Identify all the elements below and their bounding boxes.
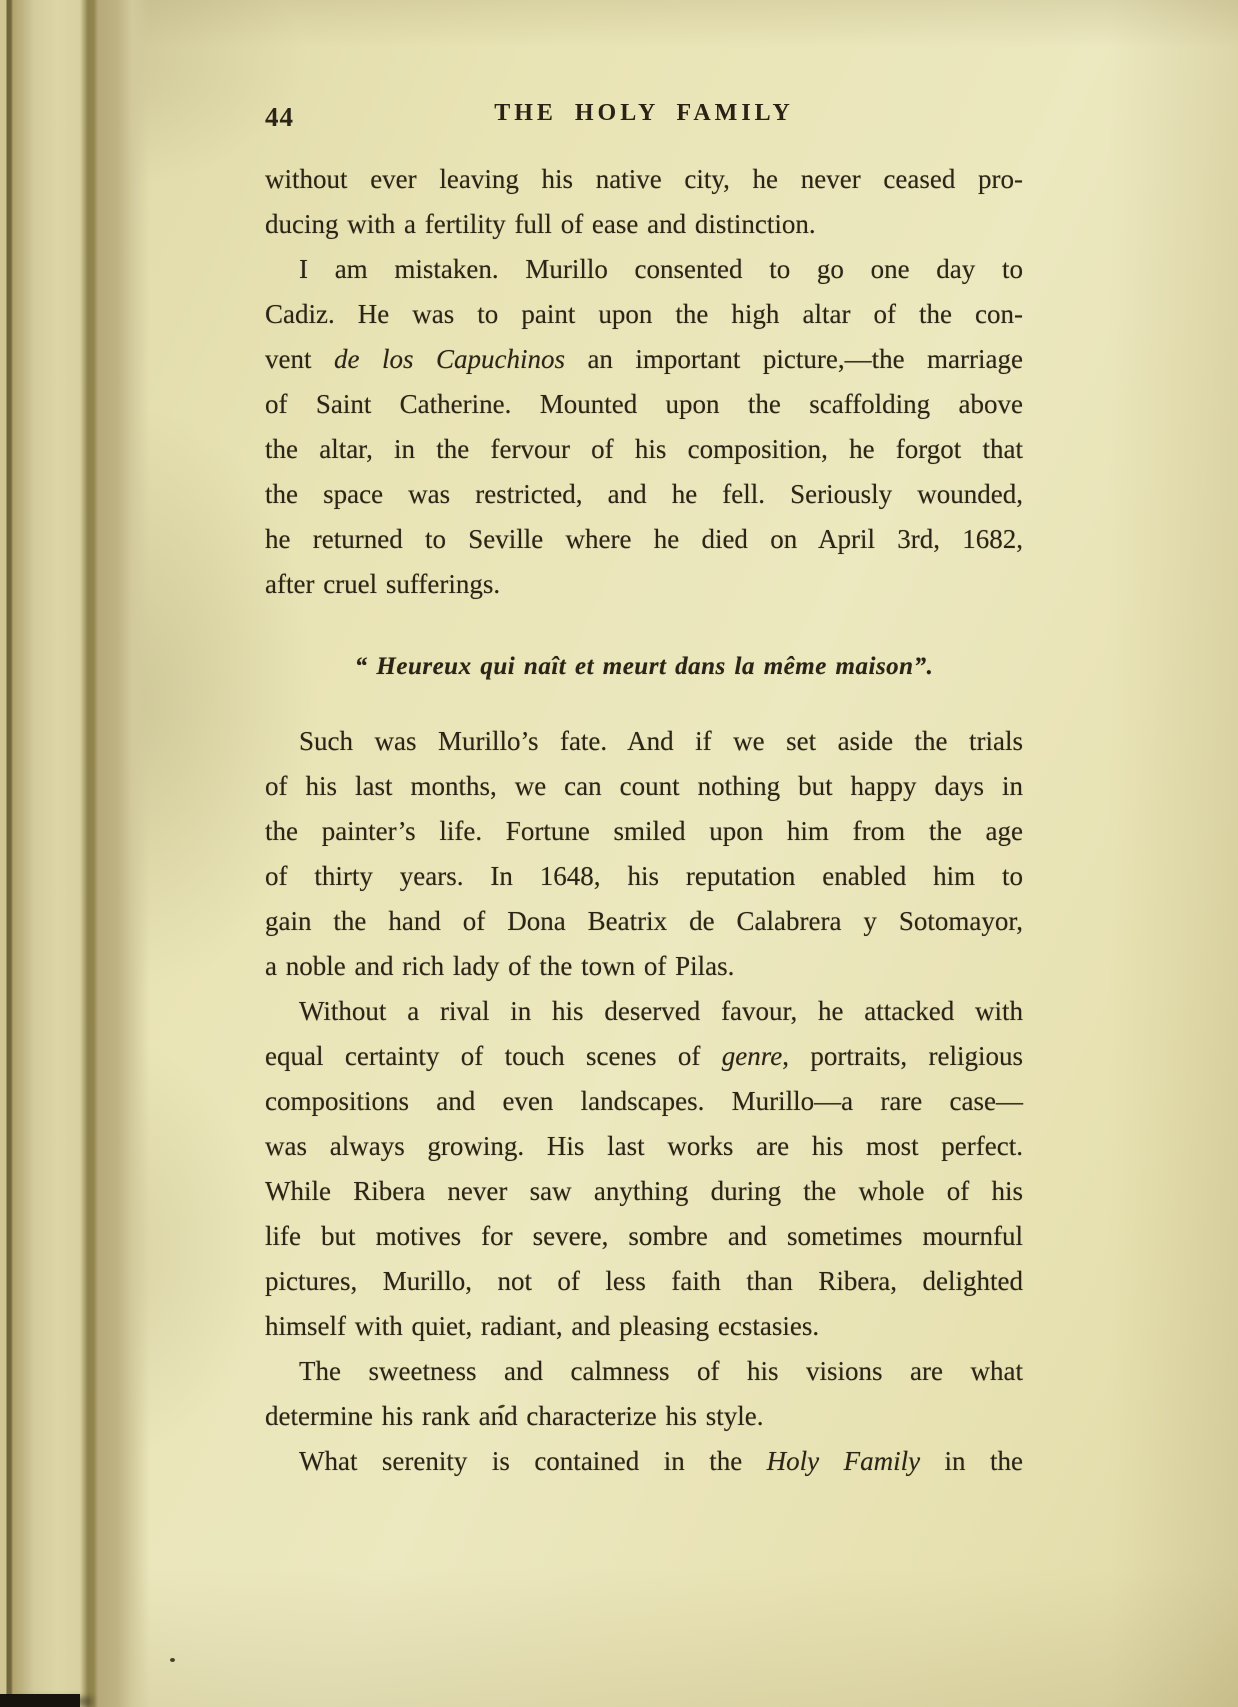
french-quote: “ Heureux qui naît et meurt dans la même maison”. xyxy=(354,653,934,680)
body-text: the space was restricted, and he fell. Seriously wounded, xyxy=(265,479,1023,509)
body-text: was always growing. His last works are his most perfect. xyxy=(265,1131,1023,1161)
body-text: vent xyxy=(265,344,334,374)
body-text: in the xyxy=(920,1446,1024,1476)
body-text: without ever leaving his native city, he never ceased pro- xyxy=(265,164,1023,194)
body-text: a noble and rich lady of the town of Pilas. xyxy=(265,951,735,981)
page-header xyxy=(265,100,1023,134)
text-line xyxy=(265,809,1023,854)
italic-text: Holy Family xyxy=(766,1446,921,1476)
body-text: determine his rank and characterize his style. xyxy=(265,1401,764,1431)
body-text: pictures, Murillo, not of less faith than Ribera, delighted xyxy=(265,1266,1023,1296)
book-edge-shadow xyxy=(0,1694,80,1707)
paper-speck xyxy=(170,1658,175,1662)
body-text: ducing with a fertility full of ease and distinction. xyxy=(265,209,816,239)
body-text: of his last months, we can count nothing but happy days in xyxy=(265,771,1023,801)
body-text: While Ribera never saw anything during the whole of his xyxy=(265,1176,1023,1206)
page-number: 44 xyxy=(265,102,294,132)
body-text: the altar, in the fervour of his composition, he forgot that xyxy=(265,434,1023,464)
text-line xyxy=(265,854,1023,899)
text-line xyxy=(265,764,1023,809)
text-line xyxy=(265,1169,1023,1214)
text-body xyxy=(265,157,1023,1484)
text-line xyxy=(265,1214,1023,1259)
body-text: he returned to Seville where he died on April 3rd, 1682, xyxy=(265,524,1023,554)
text-line xyxy=(265,1079,1023,1124)
text-line xyxy=(265,427,1023,472)
text-line xyxy=(265,1259,1023,1304)
body-text: himself with quiet, radiant, and pleasing ecstasies. xyxy=(265,1311,820,1341)
text-line xyxy=(265,472,1023,517)
text-line xyxy=(265,989,1023,1034)
body-text: equal certainty of touch scenes of xyxy=(265,1041,722,1071)
text-line xyxy=(265,337,1023,382)
body-text: The sweetness and calmness of his visions are what xyxy=(299,1356,1023,1386)
text-line xyxy=(265,719,1023,764)
text-line xyxy=(265,382,1023,427)
body-text: compositions and even landscapes. Murillo—a rare case— xyxy=(265,1086,1023,1116)
text-line xyxy=(265,517,1023,562)
body-text: Such was Murillo’s fate. And if we set aside the trials xyxy=(299,726,1023,756)
text-line xyxy=(265,562,1023,607)
body-text: What serenity is contained in the xyxy=(299,1446,767,1476)
running-title: THE HOLY FAMILY xyxy=(494,100,794,126)
text-line xyxy=(265,157,1023,202)
italic-text: de los Capuchinos xyxy=(333,344,565,374)
body-text: the painter’s life. Fortune smiled upon him from the age xyxy=(265,816,1023,846)
text-line xyxy=(265,247,1023,292)
text-line xyxy=(265,292,1023,337)
body-text: life but motives for severe, sombre and sometimes mournful xyxy=(265,1221,1023,1251)
italic-text: genre xyxy=(721,1041,783,1071)
text-line xyxy=(265,1034,1023,1079)
body-text: after cruel sufferings. xyxy=(265,569,501,599)
text-line xyxy=(265,1349,1023,1394)
body-text: Cadiz. He was to paint upon the high altar of the con- xyxy=(265,299,1023,329)
text-line xyxy=(265,1439,1023,1484)
body-text: an important picture,—the marriage xyxy=(564,344,1023,374)
body-text: of Saint Catherine. Mounted upon the scaffolding above xyxy=(265,389,1023,419)
text-line xyxy=(265,202,1023,247)
text-line xyxy=(265,1304,1023,1349)
text-line xyxy=(265,1394,1023,1439)
body-text: I am mistaken. Murillo consented to go one day to xyxy=(299,254,1023,284)
body-text: of thirty years. In 1648, his reputation enabled him to xyxy=(265,861,1023,891)
body-text: , portraits, religious xyxy=(782,1041,1023,1071)
text-line xyxy=(265,944,1023,989)
page-content xyxy=(265,100,1023,1484)
body-text: Without a rival in his deserved favour, he attacked with xyxy=(299,996,1023,1026)
body-text: gain the hand of Dona Beatrix de Calabrera y Sotomayor, xyxy=(265,906,1023,936)
text-line xyxy=(265,899,1023,944)
text-line xyxy=(265,1124,1023,1169)
